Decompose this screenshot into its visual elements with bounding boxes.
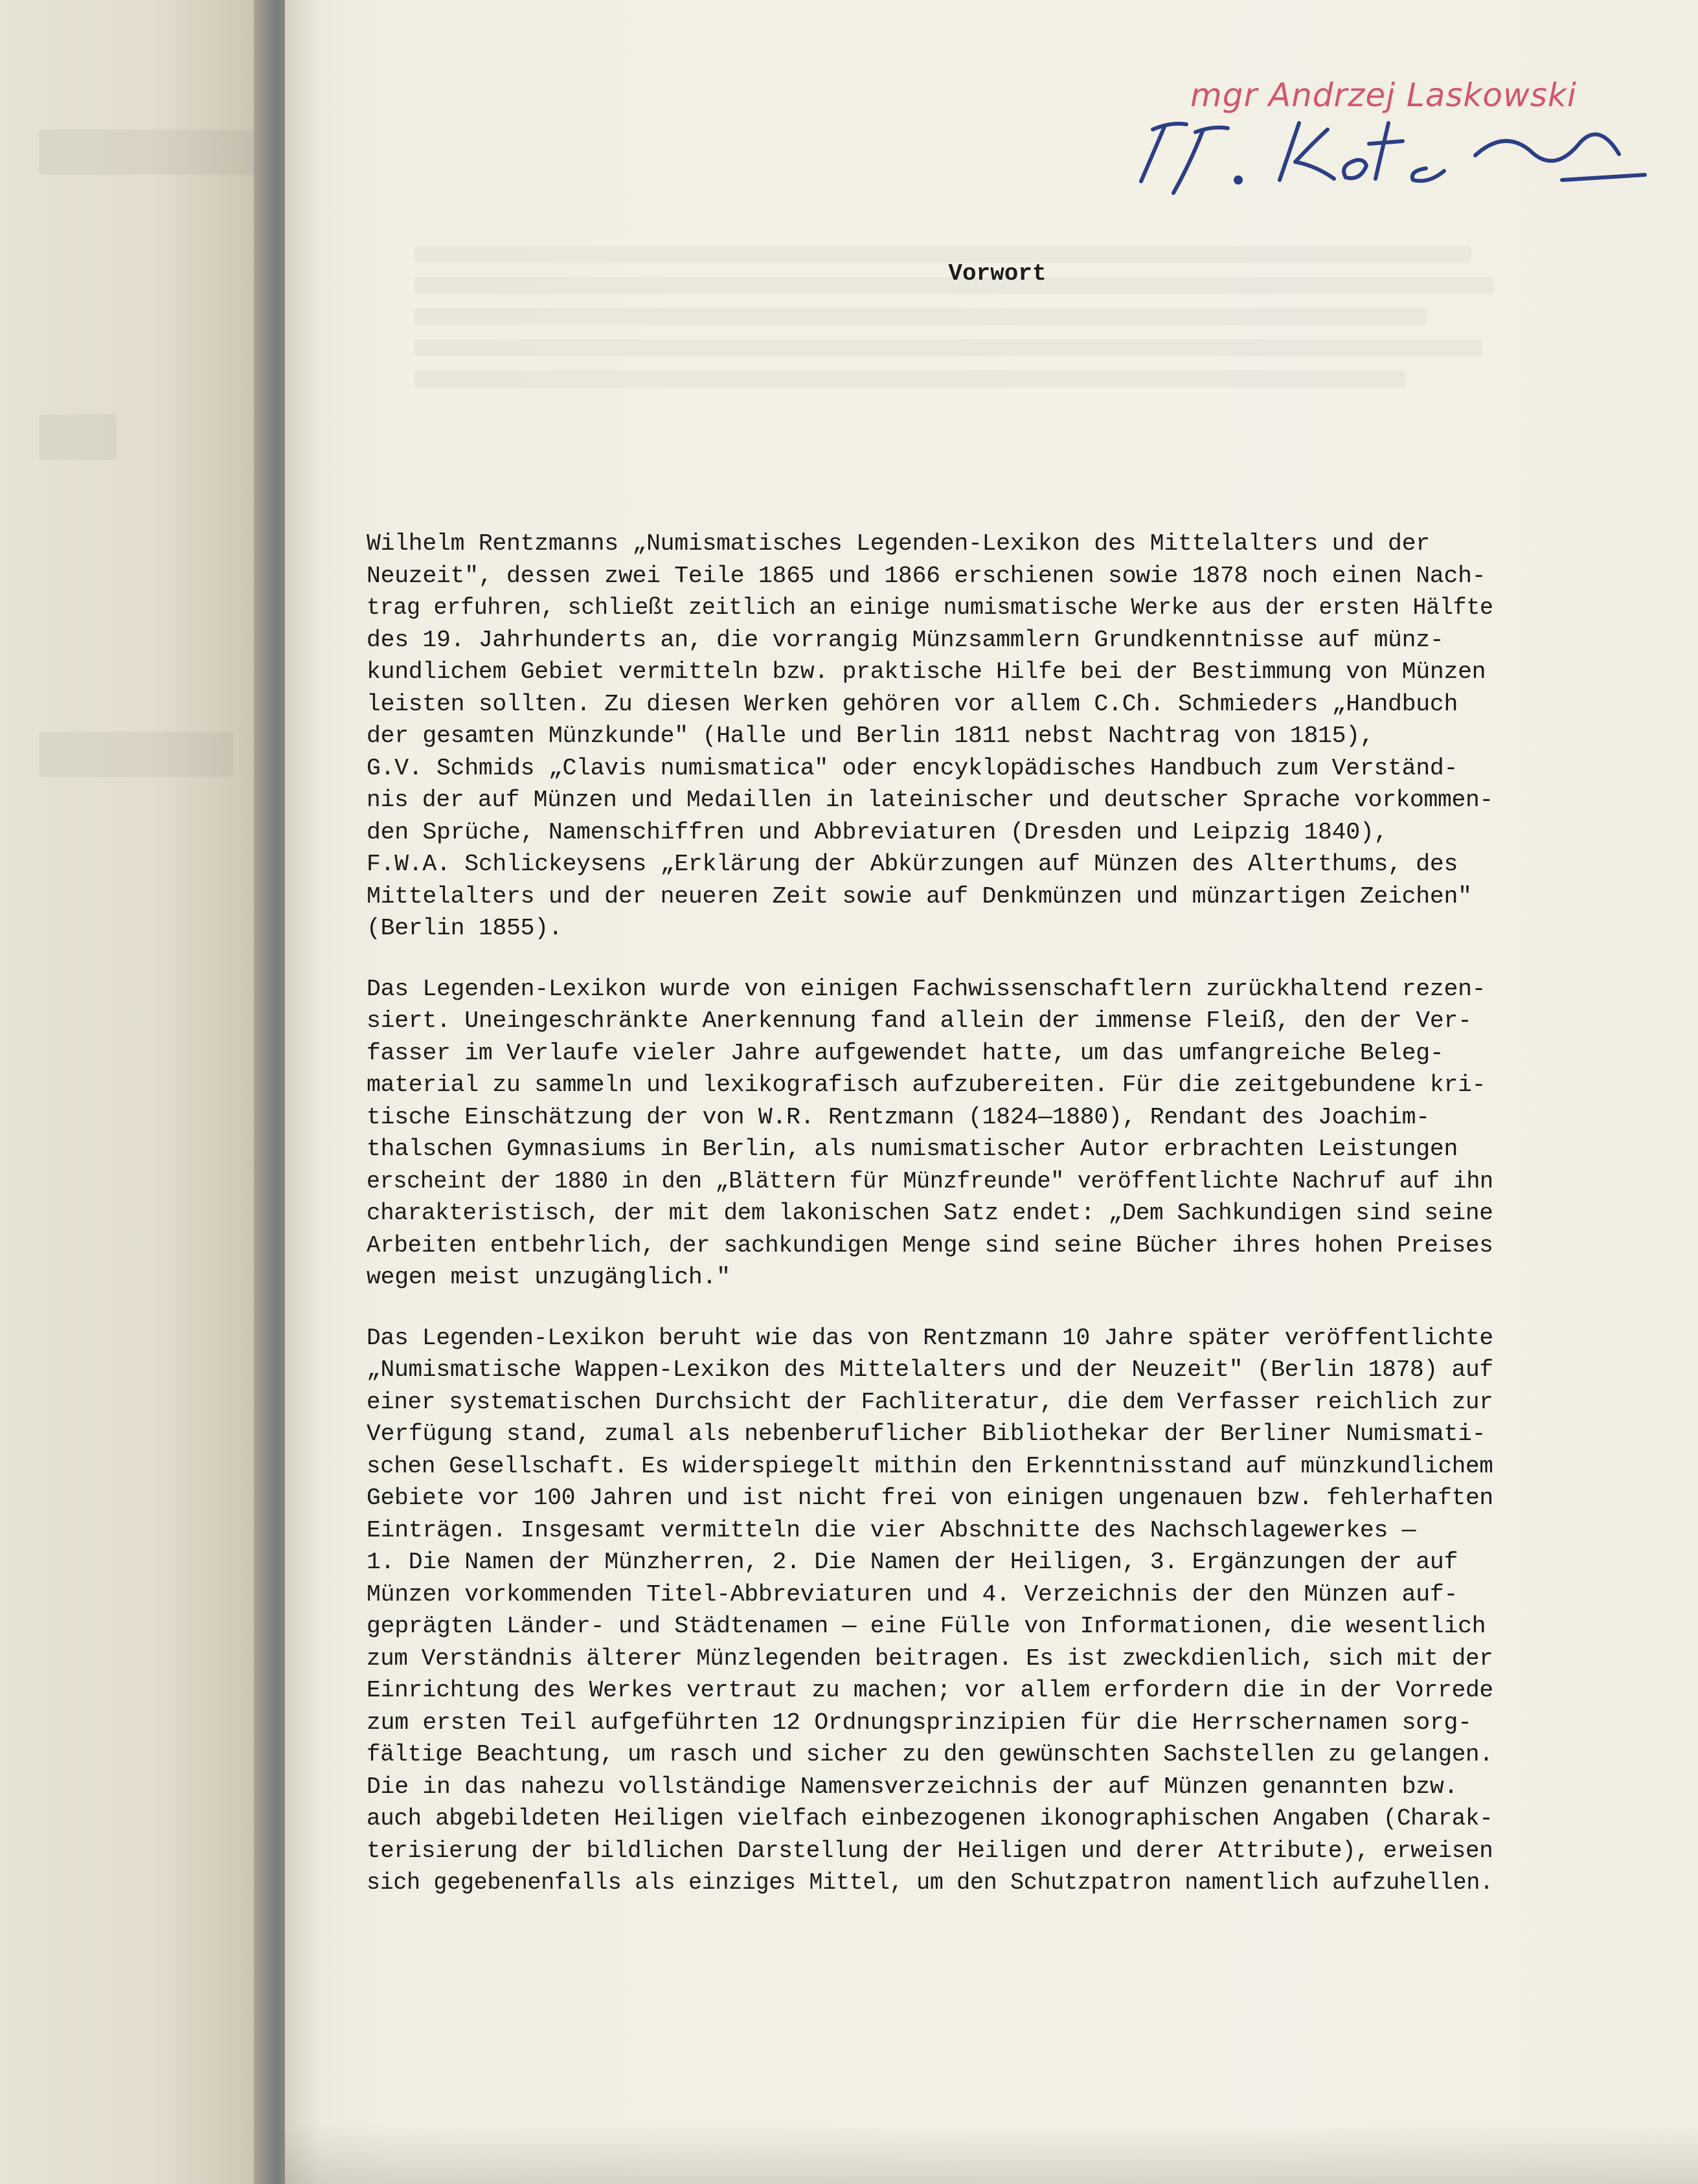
text-line: nis der auf Münzen und Medaillen in lateinischer und deutscher Sprache vorkommen- xyxy=(367,787,1493,813)
text-line: F.W.A. Schlickeysens „Erklärung der Abkürzungen auf Münzen des Alterthums, des xyxy=(367,851,1458,877)
text-line: Einträgen. Insgesamt vermitteln die vier Abschnitte des Nachschlagewerkes — xyxy=(367,1516,1416,1544)
text-line: den Sprüche, Namenschiffren und Abbreviaturen (Dresden und Leipzig 1840), xyxy=(367,818,1388,846)
text-line: fasser im Verlaufe vieler Jahre aufgewendet hatte, um das umfangreiche Beleg- xyxy=(367,1039,1444,1066)
owner-stamp: mgr Andrzej Laskowski xyxy=(1190,76,1577,114)
text-line: Die in das nahezu vollständige Namensverzeichnis der auf Münzen genannten bzw. xyxy=(367,1773,1458,1800)
text-line: Neuzeit", dessen zwei Teile 1865 und 1866 erschienen sowie 1878 noch einen Nach- xyxy=(367,562,1486,589)
text-line: „Numismatische Wappen-Lexikon des Mittelalters und der Neuzeit" (Berlin 1878) auf xyxy=(367,1357,1493,1383)
text-line: thalschen Gymnasiums in Berlin, als numismatischer Autor erbrachten Leistungen xyxy=(367,1136,1458,1162)
text-line: erscheint der 1880 in den „Blättern für Münzfreunde" veröffentlichte Nachruf auf ihn xyxy=(367,1167,1493,1195)
text-line: material zu sammeln und lexikografisch aufzubereiten. Für die zeitgebundene kri- xyxy=(367,1072,1486,1098)
text-line: charakteristisch, der mit dem lakonischen Satz endet: „Dem Sachkundigen sind seine xyxy=(367,1200,1493,1226)
text-line: des 19. Jahrhunderts an, die vorrangig Münzsammlern Grundkenntnisse auf münz- xyxy=(367,626,1444,653)
text-line: Das Legenden-Lexikon wurde von einigen Fachwissenschaftlern zurückhaltend rezen- xyxy=(367,975,1486,1002)
paragraph xyxy=(367,528,1493,945)
preface-body xyxy=(367,528,1493,1928)
text-line: (Berlin 1855). xyxy=(367,915,563,941)
text-line: Das Legenden-Lexikon beruht wie das von Rentzmann 10 Jahre später veröffentlichte xyxy=(367,1324,1493,1351)
text-line: kundlichem Gebiet vermitteln bzw. praktische Hilfe bei der Bestimmung von Münzen xyxy=(367,659,1486,685)
text-line: sich gegebenenfalls als einziges Mittel, um den Schutzpatron namentlich aufzuhellen. xyxy=(367,1869,1493,1896)
text-line: 1. Die Namen der Münzherren, 2. Die Namen der Heiligen, 3. Ergänzungen der auf xyxy=(367,1549,1458,1575)
text-line: zum Verständnis älterer Münzlegenden beitragen. Es ist zweckdienlich, sich mit der xyxy=(367,1645,1493,1672)
page-heading: Vorwort xyxy=(948,260,1047,287)
text-line: schen Gesellschaft. Es widerspiegelt mithin den Erkenntnisstand auf münzkundlichem xyxy=(367,1452,1493,1480)
text-line: auch abgebildeten Heiligen vielfach einbezogenen ikonographischen Angaben (Charak- xyxy=(367,1805,1493,1832)
text-line: der gesamten Münzkunde" (Halle und Berlin 1811 nebst Nachtrag von 1815), xyxy=(367,723,1374,749)
text-line: trag erfuhren, schließt zeitlich an einige numismatische Werke aus der ersten Hälfte xyxy=(367,594,1493,621)
left-page xyxy=(0,0,278,2184)
text-line: Verfügung stand, zumal als nebenberuflicher Bibliothekar der Berliner Numismati- xyxy=(367,1421,1486,1447)
text-line: einer systematischen Durchsicht der Fachliteratur, die dem Verfasser reichlich zur xyxy=(367,1388,1493,1415)
text-line: Mittelalters und der neueren Zeit sowie auf Denkmünzen und münzartigen Zeichen" xyxy=(367,883,1472,910)
text-line: Wilhelm Rentzmanns „Numismatisches Legenden-Lexikon des Mittelalters und der xyxy=(367,530,1430,557)
text-line: siert. Uneingeschränkte Anerkennung fand allein der immense Fleiß, den der Ver- xyxy=(367,1008,1472,1034)
text-line: leisten sollten. Zu diesen Werken gehören vor allem C.Ch. Schmieders „Handbuch xyxy=(367,690,1458,717)
paragraph xyxy=(367,1322,1493,1899)
text-line: Gebiete vor 100 Jahren und ist nicht frei von einigen ungenauen bzw. fehlerhaften xyxy=(367,1485,1493,1511)
text-line: tische Einschätzung der von W.R. Rentzmann (1824—1880), Rendant des Joachim- xyxy=(367,1103,1430,1131)
handwritten-signature xyxy=(1101,104,1671,201)
text-line: Einrichtung des Werkes vertraut zu machen; vor allem erfordern die in der Vorrede xyxy=(367,1677,1493,1704)
text-line: Münzen vorkommenden Titel-Abbreviaturen und 4. Verzeichnis der den Münzen auf- xyxy=(367,1581,1458,1608)
text-line: terisierung der bildlichen Darstellung der Heiligen und derer Attribute), erweisen xyxy=(367,1837,1493,1864)
text-line: wegen meist unzugänglich." xyxy=(367,1264,730,1290)
text-line: G.V. Schmids „Clavis numismatica" oder encyklopädisches Handbuch zum Verständ- xyxy=(367,754,1458,782)
text-line: zum ersten Teil aufgeführten 12 Ordnungsprinzipien für die Herrschernamen sorg- xyxy=(367,1709,1472,1736)
text-line: fältige Beachtung, um rasch und sicher zu den gewünschten Sachstellen zu gelangen. xyxy=(367,1741,1493,1768)
text-line: geprägten Länder- und Städtenamen — eine Fülle von Informationen, die wesentlich xyxy=(367,1613,1486,1639)
text-line: Arbeiten entbehrlich, der sachkundigen Menge sind seine Bücher ihres hohen Preises xyxy=(367,1232,1493,1259)
paragraph xyxy=(367,973,1493,1294)
page-bottom-shadow xyxy=(285,2124,1698,2184)
